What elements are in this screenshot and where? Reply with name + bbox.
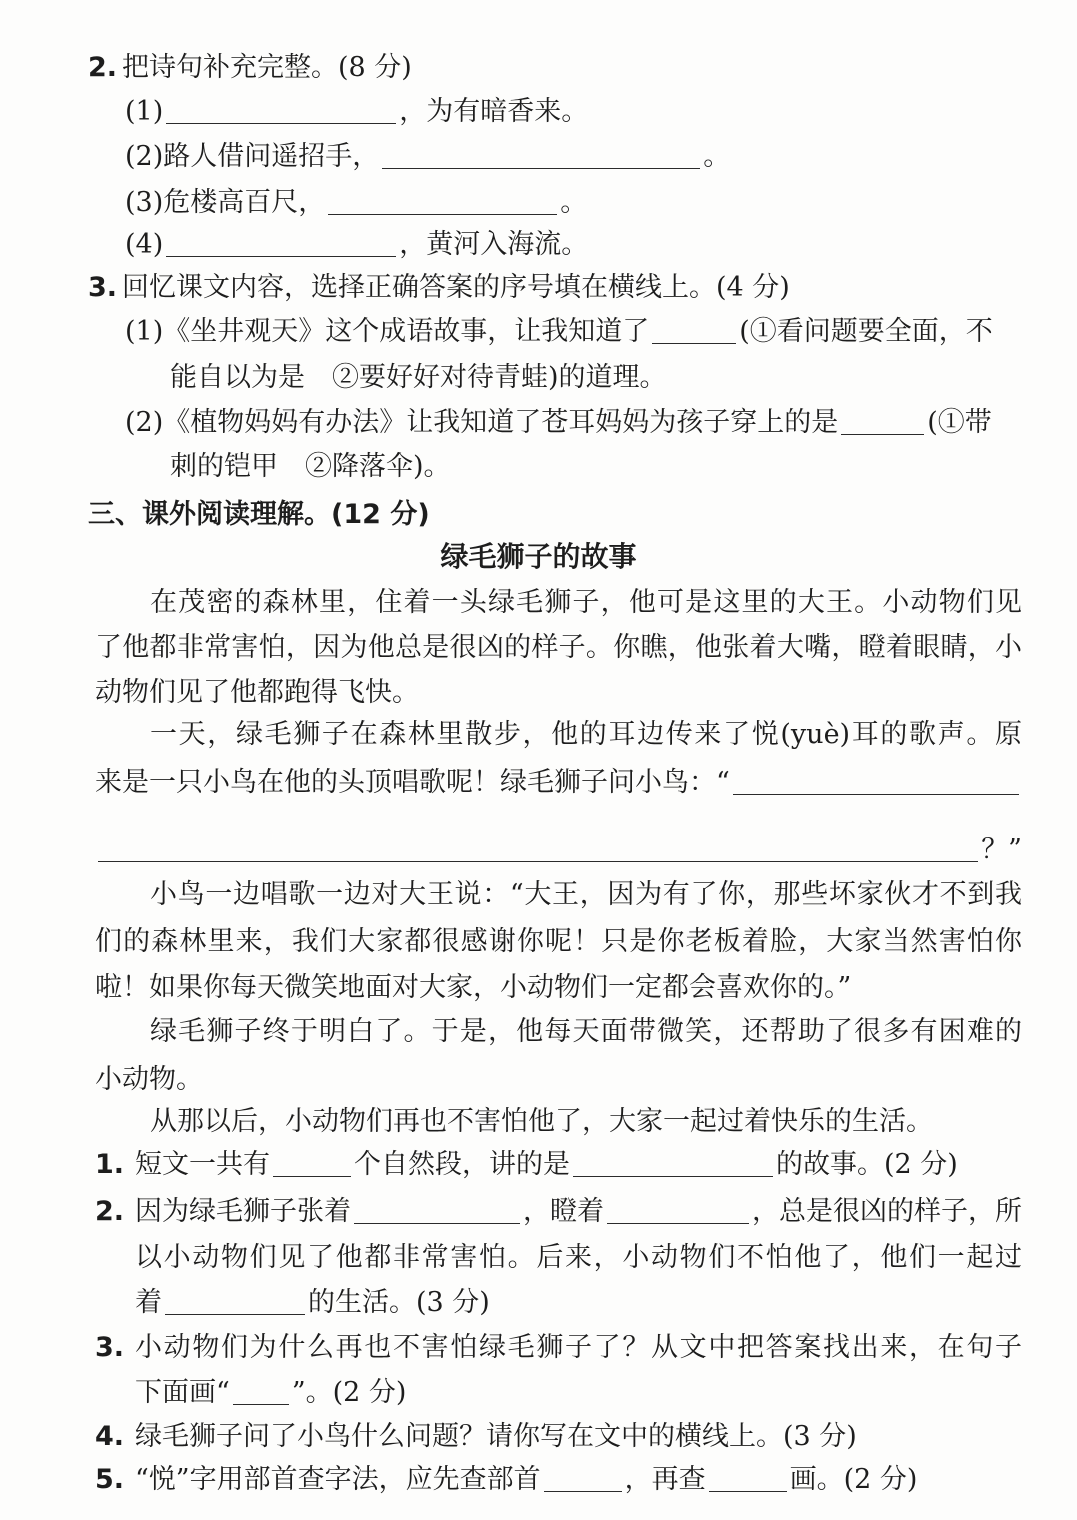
item-label: (4) (125, 229, 164, 260)
passage-line (95, 1062, 1022, 1098)
poem-fill-prompt-line (88, 50, 1022, 86)
passage-line (150, 585, 1022, 621)
question-number: 3. (88, 272, 118, 303)
item-text: 《植物妈妈有办法》让我知道了苍耳妈妈为孩子穿上的是 (163, 407, 839, 438)
passage-text: 小动物。 (95, 1064, 203, 1095)
answer-blank (573, 1154, 773, 1177)
passage-line (150, 1104, 1022, 1140)
recall-item-1 (125, 314, 1022, 350)
question-number: 3. (95, 1332, 125, 1363)
question-number: 4. (95, 1421, 125, 1452)
answer-blank (841, 412, 924, 435)
passage-line (150, 1014, 1022, 1050)
item-text: 。 (703, 141, 731, 172)
passage-text: 啦！如果你每天微笑地面对大家，小动物们一定都会喜欢你的。” (95, 972, 852, 1003)
question-text: “悦”字用部首查字法，应先查部首 (135, 1464, 541, 1495)
item-label: (2) (125, 407, 164, 438)
passage-line (95, 924, 1022, 960)
passage-answer-line (95, 832, 1022, 868)
question-text: ，总是很凶的样子，所 (752, 1196, 1022, 1227)
answer-blank (733, 772, 1019, 795)
passage-text: 一天，绿毛狮子在森林里散步，他的耳边传来了悦(yuè)耳的歌声。原 (150, 719, 1022, 750)
answer-blank (652, 321, 736, 344)
item-text: 危楼高百尺， (163, 187, 326, 218)
recall-item-1-continued (170, 360, 1022, 396)
passage-text: 了他都非常害怕，因为他总是很凶的样子。你瞧，他张着大嘴，瞪着眼睛，小 (95, 632, 1022, 663)
poem-item-4 (125, 227, 1022, 263)
passage-text: 小鸟一边唱歌一边对大王说：“大王，因为有了你，那些坏家伙才不到我 (150, 879, 1022, 910)
passage-text: 动物们见了他都跑得飞快。 (95, 677, 419, 708)
passage-title-text: 绿毛狮子的故事 (440, 540, 637, 573)
reading-question-1 (95, 1147, 1022, 1183)
question-text: ”。(2 分) (291, 1377, 407, 1408)
passage-line (95, 765, 1022, 801)
item-options: 能自以为是 ②要好好对待青蛙)的道理。 (170, 362, 667, 393)
section-heading-text: 三、课外阅读理解。(12 分) (88, 499, 430, 530)
question-number: 1. (95, 1149, 125, 1180)
recall-prompt-line (88, 270, 1022, 306)
passage-line (95, 630, 1022, 666)
recall-item-2-continued (170, 449, 1022, 485)
item-text: ，为有暗香来。 (399, 96, 589, 127)
item-label: (1) (125, 316, 164, 347)
answer-blank (354, 1201, 520, 1224)
poem-item-2 (125, 139, 1022, 175)
passage-line (95, 970, 1022, 1006)
answer-blank (166, 101, 396, 124)
item-text: 路人借问遥招手， (163, 141, 380, 172)
question-text: 短文一共有 (135, 1149, 270, 1180)
question-text: ，瞪着 (523, 1196, 604, 1227)
question-text: 下面画“ (135, 1377, 230, 1408)
passage-line (150, 877, 1022, 913)
question-text: 小动物们为什么再也不害怕绿毛狮子了？从文中把答案找出来，在句子 (135, 1332, 1022, 1363)
passage-text: 来是一只小鸟在他的头顶唱歌呢！绿毛狮子问小鸟：“ (95, 767, 730, 798)
answer-blank (98, 839, 978, 862)
question-text: 画。(2 分) (789, 1464, 918, 1495)
reading-question-3 (95, 1330, 1022, 1366)
passage-text: 绿毛狮子终于明白了。于是，他每天面带微笑，还帮助了很多有困难的 (150, 1016, 1022, 1047)
answer-blank (607, 1201, 749, 1224)
reading-question-2-line-3 (135, 1285, 1022, 1321)
question-number: 2. (95, 1196, 125, 1227)
reading-question-3-line-2 (135, 1375, 1022, 1411)
passage-text: ？” (981, 834, 1022, 865)
recall-item-2 (125, 405, 1022, 441)
item-options: 刺的铠甲 ②降落伞)。 (170, 451, 451, 482)
item-label: (2) (125, 141, 164, 172)
underline-mark-sample (233, 1382, 289, 1405)
question-number: 2. (88, 52, 118, 83)
question-prompt: 回忆课文内容，选择正确答案的序号填在横线上。(4 分) (122, 272, 790, 303)
section-heading (88, 497, 1022, 533)
answer-blank (328, 192, 557, 215)
passage-text: 在茂密的森林里，住着一头绿毛狮子，他可是这里的大王。小动物们见 (150, 587, 1022, 618)
answer-blank (544, 1469, 622, 1492)
answer-blank (165, 1292, 305, 1315)
reading-question-2-line-2 (135, 1240, 1022, 1276)
reading-question-2 (95, 1194, 1022, 1230)
passage-line (150, 717, 1022, 753)
item-text: 。 (560, 187, 588, 218)
reading-question-4 (95, 1419, 1022, 1455)
question-text: ，再查 (624, 1464, 706, 1495)
question-prompt: 把诗句补充完整。(8 分) (122, 52, 412, 83)
question-text: 的故事。(2 分) (776, 1149, 958, 1180)
question-text: 因为绿毛狮子张着 (135, 1196, 351, 1227)
item-text: ，黄河入海流。 (399, 229, 589, 260)
item-text: 《坐井观天》这个成语故事，让我知道了 (163, 316, 650, 347)
answer-blank (273, 1154, 351, 1177)
question-text: 绿毛狮子问了小鸟什么问题？请你写在文中的横线上。(3 分) (135, 1421, 857, 1452)
passage-text: 们的森林里来，我们大家都很感谢你呢！只是你老板着脸，大家当然害怕你 (95, 926, 1022, 957)
question-text: 的生活。(3 分) (308, 1287, 490, 1318)
reading-question-5 (95, 1462, 1022, 1498)
answer-blank (382, 146, 700, 169)
answer-blank (709, 1469, 787, 1492)
question-number: 5. (95, 1464, 125, 1495)
item-label: (3) (125, 187, 164, 218)
question-text: 着 (135, 1287, 162, 1318)
question-text: 以小动物们见了他都非常害怕。后来，小动物们不怕他了，他们一起过 (135, 1242, 1022, 1273)
item-options: (①看问题要全面，不 (739, 316, 993, 347)
poem-item-3 (125, 185, 1022, 221)
poem-item-1 (125, 94, 1022, 130)
item-options: (①带 (927, 407, 992, 438)
passage-text: 从那以后，小动物们再也不害怕他了，大家一起过着快乐的生活。 (150, 1106, 933, 1137)
answer-blank (166, 234, 396, 257)
passage-line (95, 675, 1022, 711)
item-label: (1) (125, 96, 164, 127)
question-text: 个自然段，讲的是 (354, 1149, 570, 1180)
passage-title (0, 539, 1077, 575)
